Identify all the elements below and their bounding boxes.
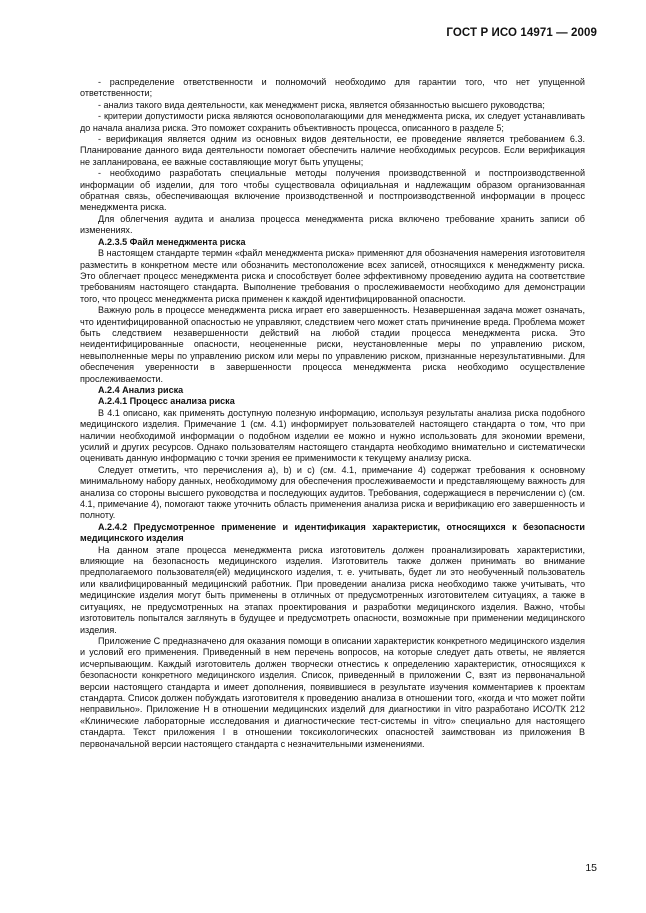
paragraph: - распределение ответственности и полномочий необходимо для гарантии того, что нет упущенной ответственности;	[80, 77, 585, 99]
section-heading: A.2.4 Анализ риска	[98, 384, 184, 395]
document-header: ГОСТ Р ИСО 14971 — 2009	[446, 27, 597, 39]
paragraph: - критерии допустимости риска являются основополагающими для менеджмента риска, их следует устанавливать до начала анализа риска. Это поможет сохранить объективность процесса, описанного в разделе 5;	[80, 111, 585, 133]
paragraph: Следует отметить, что перечисления а), b) и с) (см. 4.1, примечание 4) содержат требования к основному минимальному набору данных, необходимому для обеспечения прослеживаемости и представляющему важность для анализа со стороны высшего руководства и последующих аудитов. Требования, содержащиеся в перечислении с) (см. 4.1, примечание 4), помогают также уточнить область применения анализа риска и верификацию его завершенность и полноту.	[80, 464, 585, 521]
document-body	[80, 77, 585, 750]
paragraph: Важную роль в процессе менеджмента риска играет его завершенность. Незавершенная задача может означать, что идентифицированной опасностью не управляют, следствием чего может стать причинение вреда. Проблема может быть следствием незавершенности действий на любой стадии процесса менеджмента риска. Это неидентифицированные опасности, неоцененные риски, неустановленные меры по управлению риском, невыполненные меры по управлению риском или меры по управлению риском, признанные нерезультативными. Для обеспечения уверенности в завершенности процесса менеджмента риска необходимо осуществление прослеживаемости.	[80, 305, 585, 384]
section-heading: A.2.3.5 Файл менеджмента риска	[98, 236, 246, 247]
paragraph: На данном этапе процесса менеджмента риска изготовитель должен проанализировать характеристики, влияющие на безопасность медицинского изделия. Изготовитель также должен принимать во внимание предполагаемого пользователя(ей) медицинского изделия, т. е. учитывать, будет ли это необученный пользователь или квалифицированный медицинский работник. При проведении анализа риска необходимо также учитывать, что медицинские изделия могут быть применены в отличных от предусмотренных изготовителем ситуациях, а также в ситуациях, не предусмотренных на этапах проектирования и разработки медицинского изделия. Важно, чтобы изготовитель попытался заглянуть в будущее и предусмотреть опасности, возможные при применении медицинского изделия.	[80, 544, 585, 635]
paragraph: Для облегчения аудита и анализа процесса менеджмента риска включено требование хранить записи об изменениях.	[80, 213, 585, 236]
section-heading: A.2.4.1 Процесс анализа риска	[98, 396, 235, 407]
page-number: 15	[585, 862, 597, 874]
paragraph: - анализ такого вида деятельности, как менеджмент риска, является обязанностью высшего руководства;	[98, 99, 545, 110]
paragraph: Приложение С предназначено для оказания помощи в описании характеристик конкретного медицинского изделия и условий его применения. Приведенный в нем перечень вопросов, на которые следует дать ответы, не является исчерпывающим. Каждый изготовитель должен творчески отнестись к определению характеристик, относящихся к безопасности конкретного медицинского изделия. Список, приведенный в приложении С, взят из первоначальной версии настоящего стандарта и имеет дополнения, появившиеся в результате изучения комментариев к проектам стандарта. Список должен побуждать изготовителя к проведению анализа в отношении того, «когда и что может пойти неправильно». Приложение Н в отношении медицинских изделий для диагностики in vitro разработано ИСО/ТК 212 «Клинические лабораторные исследования и диагностические тест-системы in vitro» специально для настоящего стандарта. Текст приложения I в отношении токсикологических опасностей заимствован из приложения В первоначальной версии настоящего стандарта с незначительными изменениями.	[80, 635, 585, 749]
paragraph: В 4.1 описано, как применять доступную полезную информацию, используя результаты анализа риска подобного медицинского изделия. Примечание 1 (см. 4.1) информирует пользователей настоящего стандарта о том, что при наличии необходимой информации о подобном изделии ее можно и нужно использовать для экономии времени, усилий и других ресурсов. Однако пользователям настоящего стандарта необходимо внимательно и систематически оценивать данную информацию с точки зрения ее применимости к текущему анализу риска.	[80, 407, 585, 464]
paragraph: - необходимо разработать специальные методы получения производственной и постпроизводственной информации об изделии, для того чтобы существовала официальная и надлежащим образом организованная обратная связь, обеспечивающая включение производственной и постпроизводственной информации в процесс менеджмента риска.	[80, 168, 585, 213]
paragraph: - верификация является одним из основных видов деятельности, ее проведение является требованием 6.3. Планирование данного вида деятельности помогает обеспечить наличие необходимых ресурсов. Если верификация не запланирована, ее важные составляющие могут быть упущены;	[80, 134, 585, 167]
paragraph: В настоящем стандарте термин «файл менеджмента риска» применяют для обозначения намерения изготовителя разместить в конкретном месте или обозначить местоположение всех записей, относящихся к менеджменту риска. Это облегчает процесс менеджмента риска и способствует более эффективному проведению аудита на соответствие требованиям настоящего стандарта. Выполнение требования о прослеживаемости необходимо для демонстрации того, что процесс менеджмента риска применен к каждой идентифицированной опасности.	[80, 248, 585, 304]
section-heading: A.2.4.2 Предусмотренное применение и идентификация характеристик, относящихся к безопасности медицинского изделия	[80, 521, 585, 544]
